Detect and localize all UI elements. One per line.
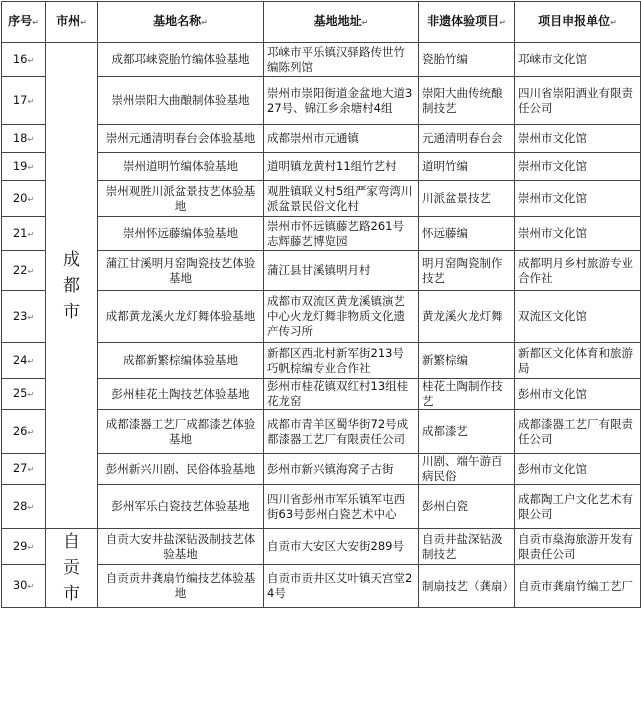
applicant-unit-cell: 新都区文化体育和旅游局 xyxy=(515,343,641,379)
heritage-item-cell: 川派盆景技艺 xyxy=(419,181,515,217)
table-row xyxy=(2,529,641,565)
applicant-unit-cell: 彭州市文化馆 xyxy=(515,379,641,410)
header-row xyxy=(2,2,641,43)
table-row xyxy=(2,343,641,379)
base-name-cell: 崇州道明竹编体验基地 xyxy=(98,153,264,181)
applicant-unit-cell: 自贡市龚扇竹编工艺厂 xyxy=(515,565,641,608)
city-cell: 自 贡 市 xyxy=(46,529,98,608)
applicant-unit-cell: 邛崃市文化馆 xyxy=(515,43,641,77)
applicant-unit-cell: 双流区文化馆 xyxy=(515,291,641,343)
base-address-cell: 观胜镇联义村5组严家弯湾川派盆景民俗文化村 xyxy=(264,181,419,217)
row-number: 30↵ xyxy=(2,565,46,608)
base-address-cell: 蒲江县甘溪镇明月村 xyxy=(264,251,419,291)
heritage-item-cell: 桂花土陶制作技艺 xyxy=(419,379,515,410)
heritage-item-cell: 新繁棕编 xyxy=(419,343,515,379)
heritage-item-cell: 怀远藤编 xyxy=(419,217,515,251)
base-address-cell: 四川省彭州市军乐镇军屯西街63号彭州白瓷艺术中心 xyxy=(264,485,419,529)
heritage-base-table xyxy=(1,1,641,608)
table-body xyxy=(2,43,641,608)
header-no: 序号↵ xyxy=(2,2,46,43)
table-row xyxy=(2,181,641,217)
base-name-cell: 彭州军乐白瓷技艺体验基地 xyxy=(98,485,264,529)
base-name-cell: 崇州崇阳大曲酿制体验基地 xyxy=(98,77,264,125)
base-address-cell: 崇州市怀远镇藤艺路261号志辉藤艺博览园 xyxy=(264,217,419,251)
row-number: 24↵ xyxy=(2,343,46,379)
table-row xyxy=(2,291,641,343)
heritage-item-cell: 黄龙溪火龙灯舞 xyxy=(419,291,515,343)
base-name-cell: 彭州桂花土陶技艺体验基地 xyxy=(98,379,264,410)
base-address-cell: 崇州市崇阳街道金盆地大道327号、锦江乡余塘村4组 xyxy=(264,77,419,125)
base-address-cell: 道明镇龙黄村11组竹艺村 xyxy=(264,153,419,181)
table-row xyxy=(2,454,641,485)
table-row xyxy=(2,251,641,291)
heritage-item-cell: 成都漆艺 xyxy=(419,410,515,454)
table-row xyxy=(2,77,641,125)
row-number: 23↵ xyxy=(2,291,46,343)
base-name-cell: 崇州怀远藤编体验基地 xyxy=(98,217,264,251)
applicant-unit-cell: 成都陶工户文化艺术有限公司 xyxy=(515,485,641,529)
table-row xyxy=(2,125,641,153)
base-address-cell: 成都崇州市元通镇 xyxy=(264,125,419,153)
applicant-unit-cell: 自贡市燊海旅游开发有限责任公司 xyxy=(515,529,641,565)
heritage-item-cell: 自贡井盐深钻汲制技艺 xyxy=(419,529,515,565)
heritage-item-cell: 彭州白瓷 xyxy=(419,485,515,529)
row-number: 17↵ xyxy=(2,77,46,125)
row-number: 18↵ xyxy=(2,125,46,153)
base-address-cell: 自贡市大安区大安街289号 xyxy=(264,529,419,565)
table-row xyxy=(2,410,641,454)
base-address-cell: 彭州市新兴镇海窝子古街 xyxy=(264,454,419,485)
row-number: 29↵ xyxy=(2,529,46,565)
table-row xyxy=(2,217,641,251)
row-number: 20↵ xyxy=(2,181,46,217)
base-name-cell: 彭州新兴川剧、民俗体验基地 xyxy=(98,454,264,485)
base-name-cell: 成都新繁棕编体验基地 xyxy=(98,343,264,379)
row-number: 22↵ xyxy=(2,251,46,291)
base-address-cell: 邛崃市平乐镇汉驿路传世竹编陈列馆 xyxy=(264,43,419,77)
row-number: 16↵ xyxy=(2,43,46,77)
city-cell: 成 都 市 xyxy=(46,43,98,529)
applicant-unit-cell: 崇州市文化馆 xyxy=(515,217,641,251)
base-address-cell: 彭州市桂花镇双红村13组桂花龙窑 xyxy=(264,379,419,410)
table-row xyxy=(2,485,641,529)
heritage-item-cell: 川剧、端午游百病民俗 xyxy=(419,454,515,485)
applicant-unit-cell: 崇州市文化馆 xyxy=(515,153,641,181)
header-name: 基地名称↵ xyxy=(98,2,264,43)
applicant-unit-cell: 崇州市文化馆 xyxy=(515,125,641,153)
base-address-cell: 成都市双流区黄龙溪镇演艺中心火龙灯舞非物质文化遗产传习所 xyxy=(264,291,419,343)
base-address-cell: 新都区西北村新军街213号巧帆棕编专业合作社 xyxy=(264,343,419,379)
header-city: 市州↵ xyxy=(46,2,98,43)
heritage-item-cell: 明月窑陶瓷制作技艺 xyxy=(419,251,515,291)
base-name-cell: 崇州元通清明春台会体验基地 xyxy=(98,125,264,153)
base-name-cell: 自贡贡井龚扇竹编技艺体验基地 xyxy=(98,565,264,608)
base-name-cell: 成都漆器工艺厂成都漆艺体验基地 xyxy=(98,410,264,454)
row-number: 25↵ xyxy=(2,379,46,410)
heritage-item-cell: 瓷胎竹编 xyxy=(419,43,515,77)
header-unit: 项目申报单位↵ xyxy=(515,2,641,43)
row-number: 21↵ xyxy=(2,217,46,251)
table-row xyxy=(2,565,641,608)
base-name-cell: 自贡大安井盐深钻汲制技艺体验基地 xyxy=(98,529,264,565)
base-address-cell: 成都市青羊区蜀华街72号成都漆器工艺厂有限责任公司 xyxy=(264,410,419,454)
applicant-unit-cell: 成都明月乡村旅游专业合作社 xyxy=(515,251,641,291)
row-number: 19↵ xyxy=(2,153,46,181)
heritage-item-cell: 元通清明春台会 xyxy=(419,125,515,153)
header-address: 基地地址↵ xyxy=(264,2,419,43)
applicant-unit-cell: 成都漆器工艺厂有限责任公司 xyxy=(515,410,641,454)
applicant-unit-cell: 四川省崇阳酒业有限责任公司 xyxy=(515,77,641,125)
row-number: 27↵ xyxy=(2,454,46,485)
heritage-item-cell: 制扇技艺（龚扇） xyxy=(419,565,515,608)
applicant-unit-cell: 崇州市文化馆 xyxy=(515,181,641,217)
base-name-cell: 成都邛崃瓷胎竹编体验基地 xyxy=(98,43,264,77)
heritage-item-cell: 崇阳大曲传统酿制技艺 xyxy=(419,77,515,125)
header-heritage: 非遗体验项目↵ xyxy=(419,2,515,43)
base-name-cell: 蒲江甘溪明月窑陶瓷技艺体验基地 xyxy=(98,251,264,291)
applicant-unit-cell: 彭州市文化馆 xyxy=(515,454,641,485)
row-number: 28↵ xyxy=(2,485,46,529)
row-number: 26↵ xyxy=(2,410,46,454)
base-name-cell: 崇州观胜川派盆景技艺体验基地 xyxy=(98,181,264,217)
table-row xyxy=(2,43,641,77)
heritage-item-cell: 道明竹编 xyxy=(419,153,515,181)
table-row xyxy=(2,153,641,181)
base-address-cell: 自贡市贡井区艾叶镇天宫堂24号 xyxy=(264,565,419,608)
base-name-cell: 成都黄龙溪火龙灯舞体验基地 xyxy=(98,291,264,343)
table-row xyxy=(2,379,641,410)
